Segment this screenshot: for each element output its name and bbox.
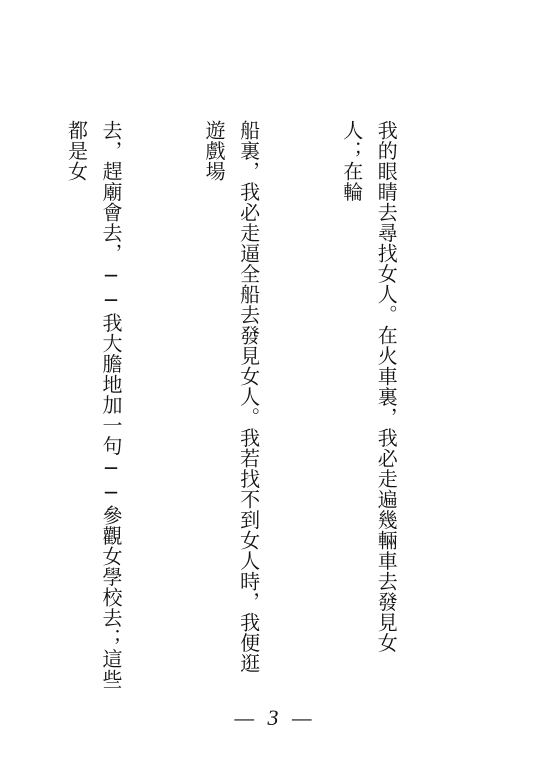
vertical-text-block — [64, 120, 472, 690]
column-2: 去，趕廟會去，──我大膽地加一句──參觀女學校去；這些都是女 — [64, 120, 123, 690]
page-number: — 3 — — [234, 705, 316, 730]
page-footer — [0, 705, 550, 731]
column-0: 我的眼睛去尋找女人。在火車裏，我必走遍幾輛車去發見女人；在輪 — [339, 120, 399, 653]
column-1: 船裏，我必走逼全船去發見女人。我若找不到女人時，我便逛遊戲場 — [202, 120, 261, 674]
